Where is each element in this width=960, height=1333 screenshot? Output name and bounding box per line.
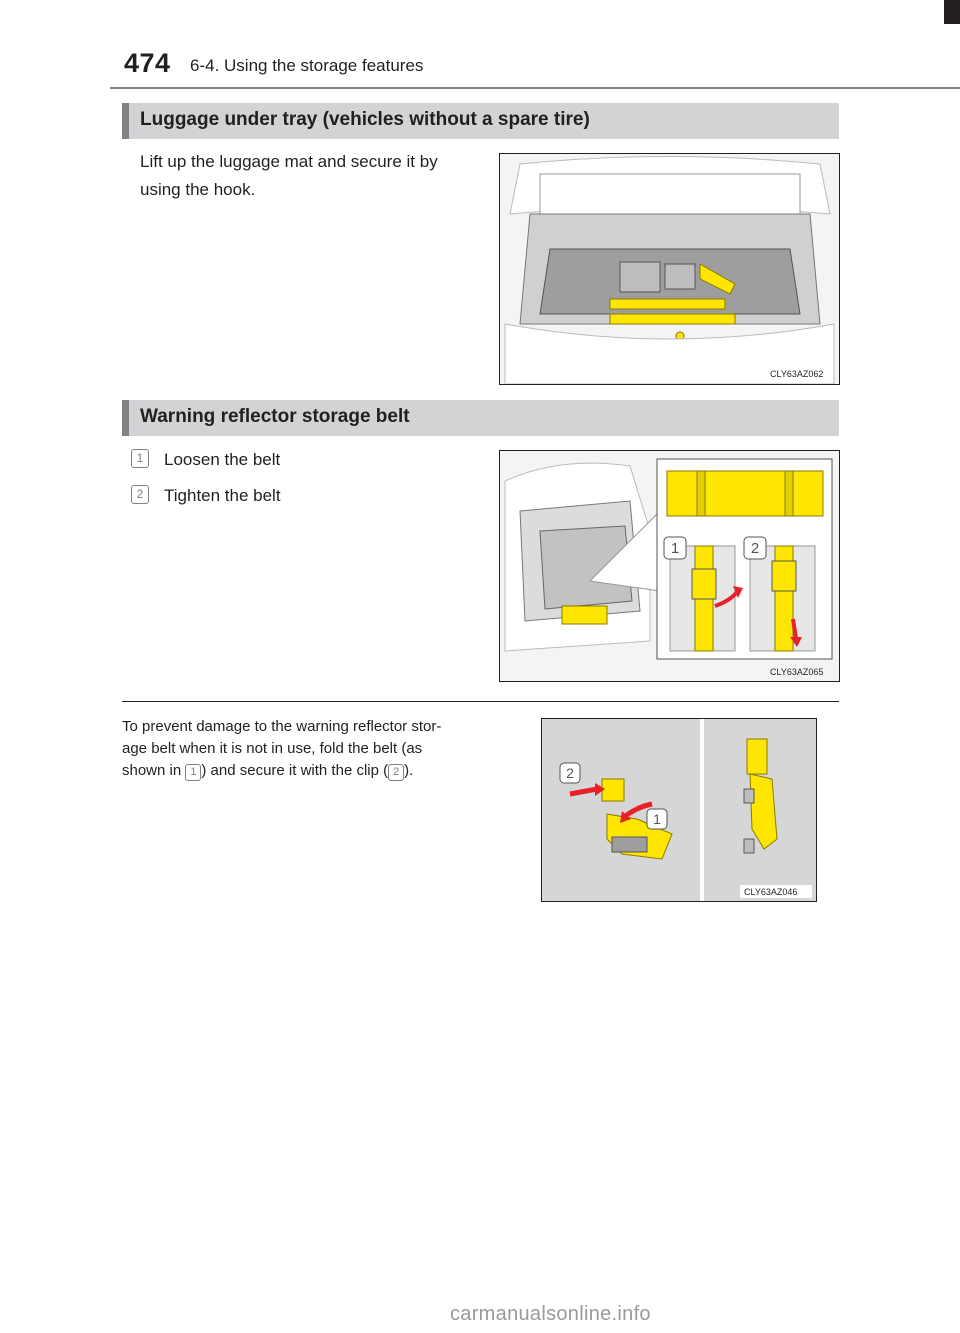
- section-bar-warning-reflector: [122, 400, 839, 436]
- note-text: ).: [404, 762, 414, 779]
- body-line: using the hook.: [140, 180, 256, 199]
- step-number-badge: 2: [131, 485, 149, 504]
- note-line: [122, 760, 518, 782]
- figure-id: CLY63AZ065: [770, 667, 824, 677]
- section-bar-luggage-tray: [122, 103, 839, 139]
- note-line: To prevent damage to the warning reflector stor-: [122, 718, 442, 735]
- step-1: [131, 449, 149, 468]
- callout-2: 2: [750, 540, 760, 557]
- header-edge-tab: [944, 0, 960, 24]
- watermark: carmanualsonline.info: [450, 1303, 651, 1325]
- section1-body: [140, 148, 438, 204]
- figure-luggage-tray: [499, 153, 840, 385]
- step-2: [131, 485, 149, 504]
- step-1-label: Loosen the belt: [164, 450, 281, 469]
- section-bar-accent: [122, 103, 129, 139]
- figure-id: CLY63AZ046: [744, 887, 798, 897]
- luggage-tray-illustration: [500, 154, 839, 384]
- figure-id: CLY63AZ062: [770, 369, 824, 379]
- callout-1: 1: [670, 540, 680, 557]
- note-text: shown in: [122, 762, 186, 779]
- ref-badge: 2: [388, 764, 404, 781]
- divider-rule: [122, 701, 839, 702]
- belt-folding-illustration: [542, 719, 816, 901]
- figure-reflector-belt: [499, 450, 840, 682]
- reflector-belt-illustration: [500, 451, 839, 681]
- note-line: age belt when it is not in use, fold the belt (as: [122, 740, 423, 757]
- header-rule: [110, 87, 960, 89]
- section-heading: 6-4. Using the storage features: [190, 56, 424, 75]
- section-bar-accent: [122, 400, 129, 436]
- storage-note: [122, 716, 518, 782]
- step-number-badge: 1: [131, 449, 149, 468]
- page-number: 474: [124, 48, 171, 78]
- figure-belt-folding: [541, 718, 817, 902]
- ref-badge: 1: [185, 764, 201, 781]
- callout-1: 1: [653, 811, 661, 827]
- section-title: Luggage under tray (vehicles without a spare tire): [140, 109, 590, 130]
- section-title: Warning reflector storage belt: [140, 406, 410, 427]
- step-2-label: Tighten the belt: [164, 486, 281, 505]
- callout-2: 2: [566, 765, 574, 781]
- note-text: ) and secure it with the clip (: [201, 762, 389, 779]
- body-line: Lift up the luggage mat and secure it by: [140, 152, 438, 171]
